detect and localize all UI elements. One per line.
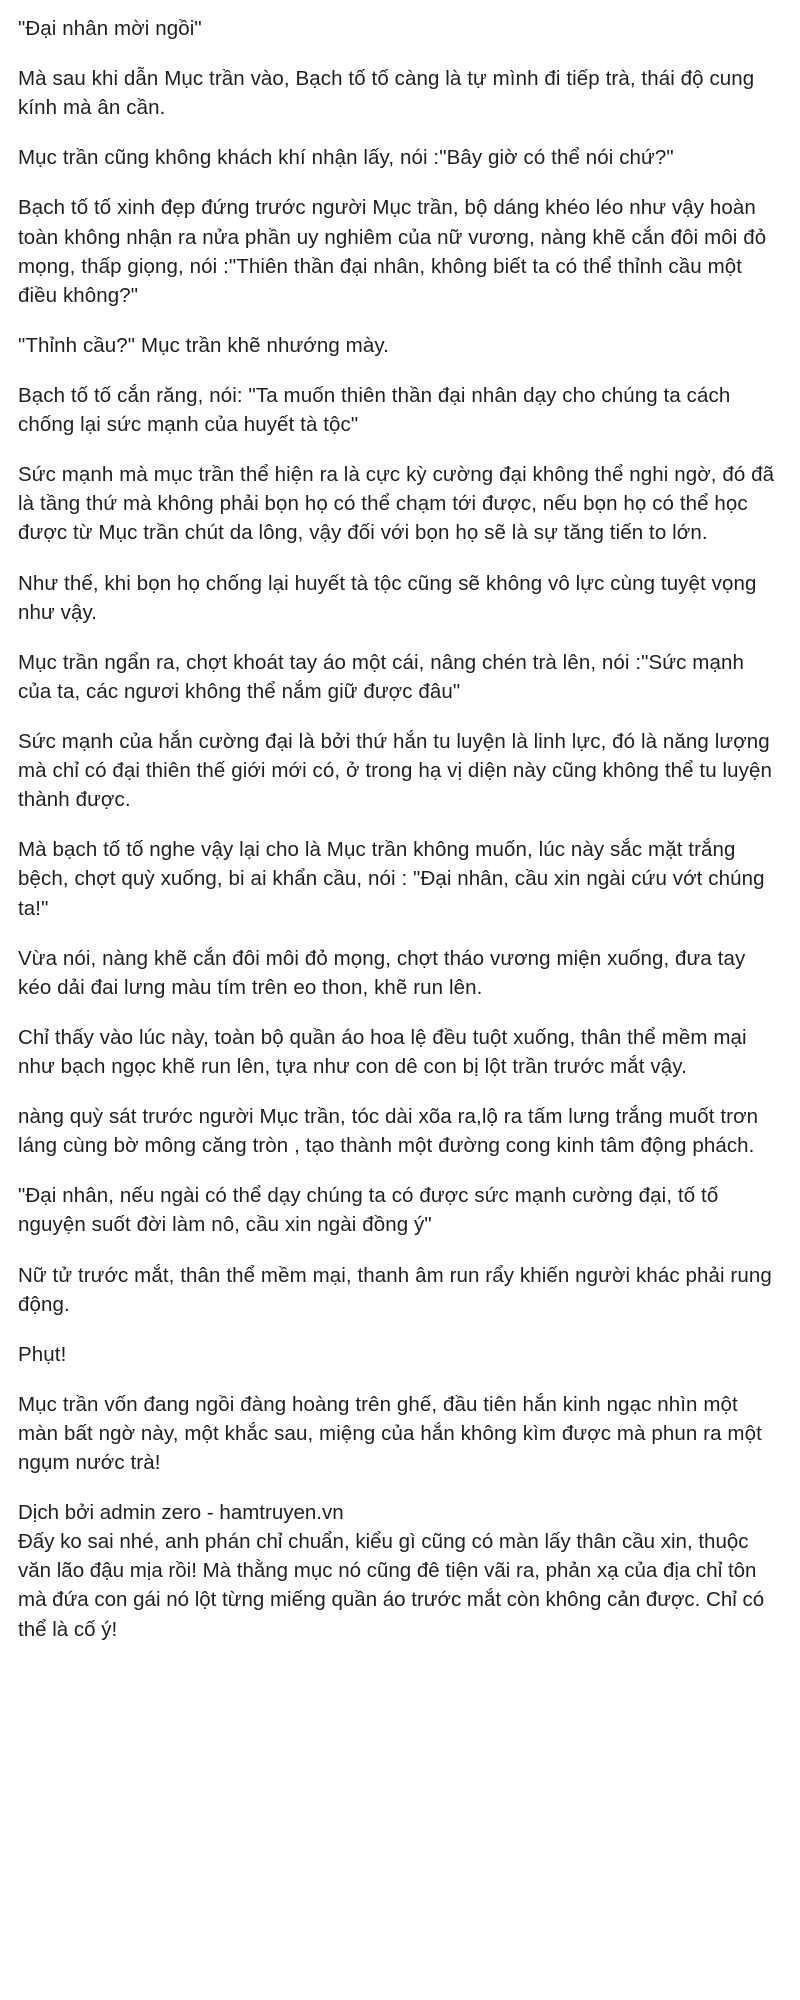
paragraph: Mà sau khi dẫn Mục trần vào, Bạch tố tố càng là tự mình đi tiếp trà, thái độ cung kính mà ân cần. (18, 67, 755, 120)
paragraph: Mục trần ngẩn ra, chợt khoát tay áo một cái, nâng chén trà lên, nói :"Sức mạnh của ta, các ngươi không thể nắm giữ được đâu" (18, 650, 744, 703)
paragraph: Mà bạch tố tố nghe vậy lại cho là Mục trần không muốn, lúc này sắc mặt trắng bệch, chợt quỳ xuống, bi ai khẩn cầu, nói : "Đại nhân, cầu xin ngài cứu vớt chúng ta!" (18, 838, 765, 920)
paragraph: Sức mạnh của hắn cường đại là bởi thứ hắn tu luyện là linh lực, đó là năng lượng mà chỉ có đại thiên thế giới mới có, ở trong hạ vị diện này cũng không thể tu luyện thành được. (18, 729, 773, 812)
paragraph: Phụt! (18, 1342, 67, 1366)
paragraph: Bạch tố tố xinh đẹp đứng trước người Mục trần, bộ dáng khéo léo như vậy hoàn toàn không nhận ra nửa phần uy nghiêm của nữ vương, nàng khẽ cắn đôi môi đỏ mọng, thấp giọng, nói :"Thiên thần đại nhân, không biết ta có thể thỉnh cầu một điều không?" (18, 196, 767, 307)
translator-credit (18, 1498, 778, 1644)
paragraph: Nữ tử trước mắt, thân thể mềm mại, thanh âm run rẩy khiến người khác phải rung động. (18, 1263, 772, 1316)
paragraph: Mục trần vốn đang ngồi đàng hoàng trên ghế, đầu tiên hắn kinh ngạc nhìn một màn bất ngờ này, một khắc sau, miệng của hắn không kìm được mà phun ra một ngụm nước trà! (18, 1392, 762, 1475)
paragraph: Chỉ thấy vào lúc này, toàn bộ quần áo hoa lệ đều tuột xuống, thân thể mềm mại như bạch ngọc khẽ run lên, tựa như con dê con bị lột trần trước mắt vậy. (18, 1025, 747, 1078)
translator-credit-line: Dịch bởi admin zero - hamtruyen.vn (18, 1501, 344, 1525)
paragraph: nàng quỳ sát trước người Mục trần, tóc dài xõa ra,lộ ra tấm lưng trắng muốt trơn láng cùng bờ mông căng tròn , tạo thành một đường cong kinh tâm động phách. (18, 1105, 759, 1158)
paragraph: Như thế, khi bọn họ chống lại huyết tà tộc cũng sẽ không vô lực cùng tuyệt vọng như vậy. (18, 571, 757, 624)
paragraph: Vừa nói, nàng khẽ cắn đôi môi đỏ mọng, chợt tháo vương miện xuống, đưa tay kéo dải đai lưng màu tím trên eo thon, khẽ run lên. (18, 946, 746, 999)
paragraph: Bạch tố tố cắn răng, nói: "Ta muốn thiên thần đại nhân dạy cho chúng ta cách chống lại sức mạnh của huyết tà tộc" (18, 383, 731, 437)
paragraph: "Đại nhân, nếu ngài có thể dạy chúng ta có được sức mạnh cường đại, tố tố nguyện suốt đời làm nô, cầu xin ngài đồng ý" (18, 1184, 719, 1237)
paragraph: "Thỉnh cầu?" Mục trần khẽ nhướng mày. (18, 333, 389, 357)
document-body (18, 14, 778, 1644)
translator-note: Đấy ko sai nhé, anh phán chỉ chuẩn, kiểu gì cũng có màn lấy thân cầu xin, thuộc văn lão đậu mịa rồi! Mà thằng mục nó cũng đê tiện vãi ra, phản xạ của địa chỉ tôn mà đứa con gái nó lột từng miếng quần áo trước mắt còn không cản được. Chỉ có thể là cố ý! (18, 1530, 765, 1641)
paragraph: Mục trần cũng không khách khí nhận lấy, nói :"Bây giờ có thể nói chứ?" (18, 146, 674, 170)
paragraph: Sức mạnh mà mục trần thể hiện ra là cực kỳ cường đại không thể nghi ngờ, đó đã là tầng thứ mà không phải bọn họ có thể chạm tới được, nếu bọn họ có thể học được từ Mục trần chút da lông, vậy đối với bọn họ sẽ là sự tăng tiến to lớn. (18, 463, 775, 545)
paragraph: "Đại nhân mời ngồi" (18, 17, 202, 40)
